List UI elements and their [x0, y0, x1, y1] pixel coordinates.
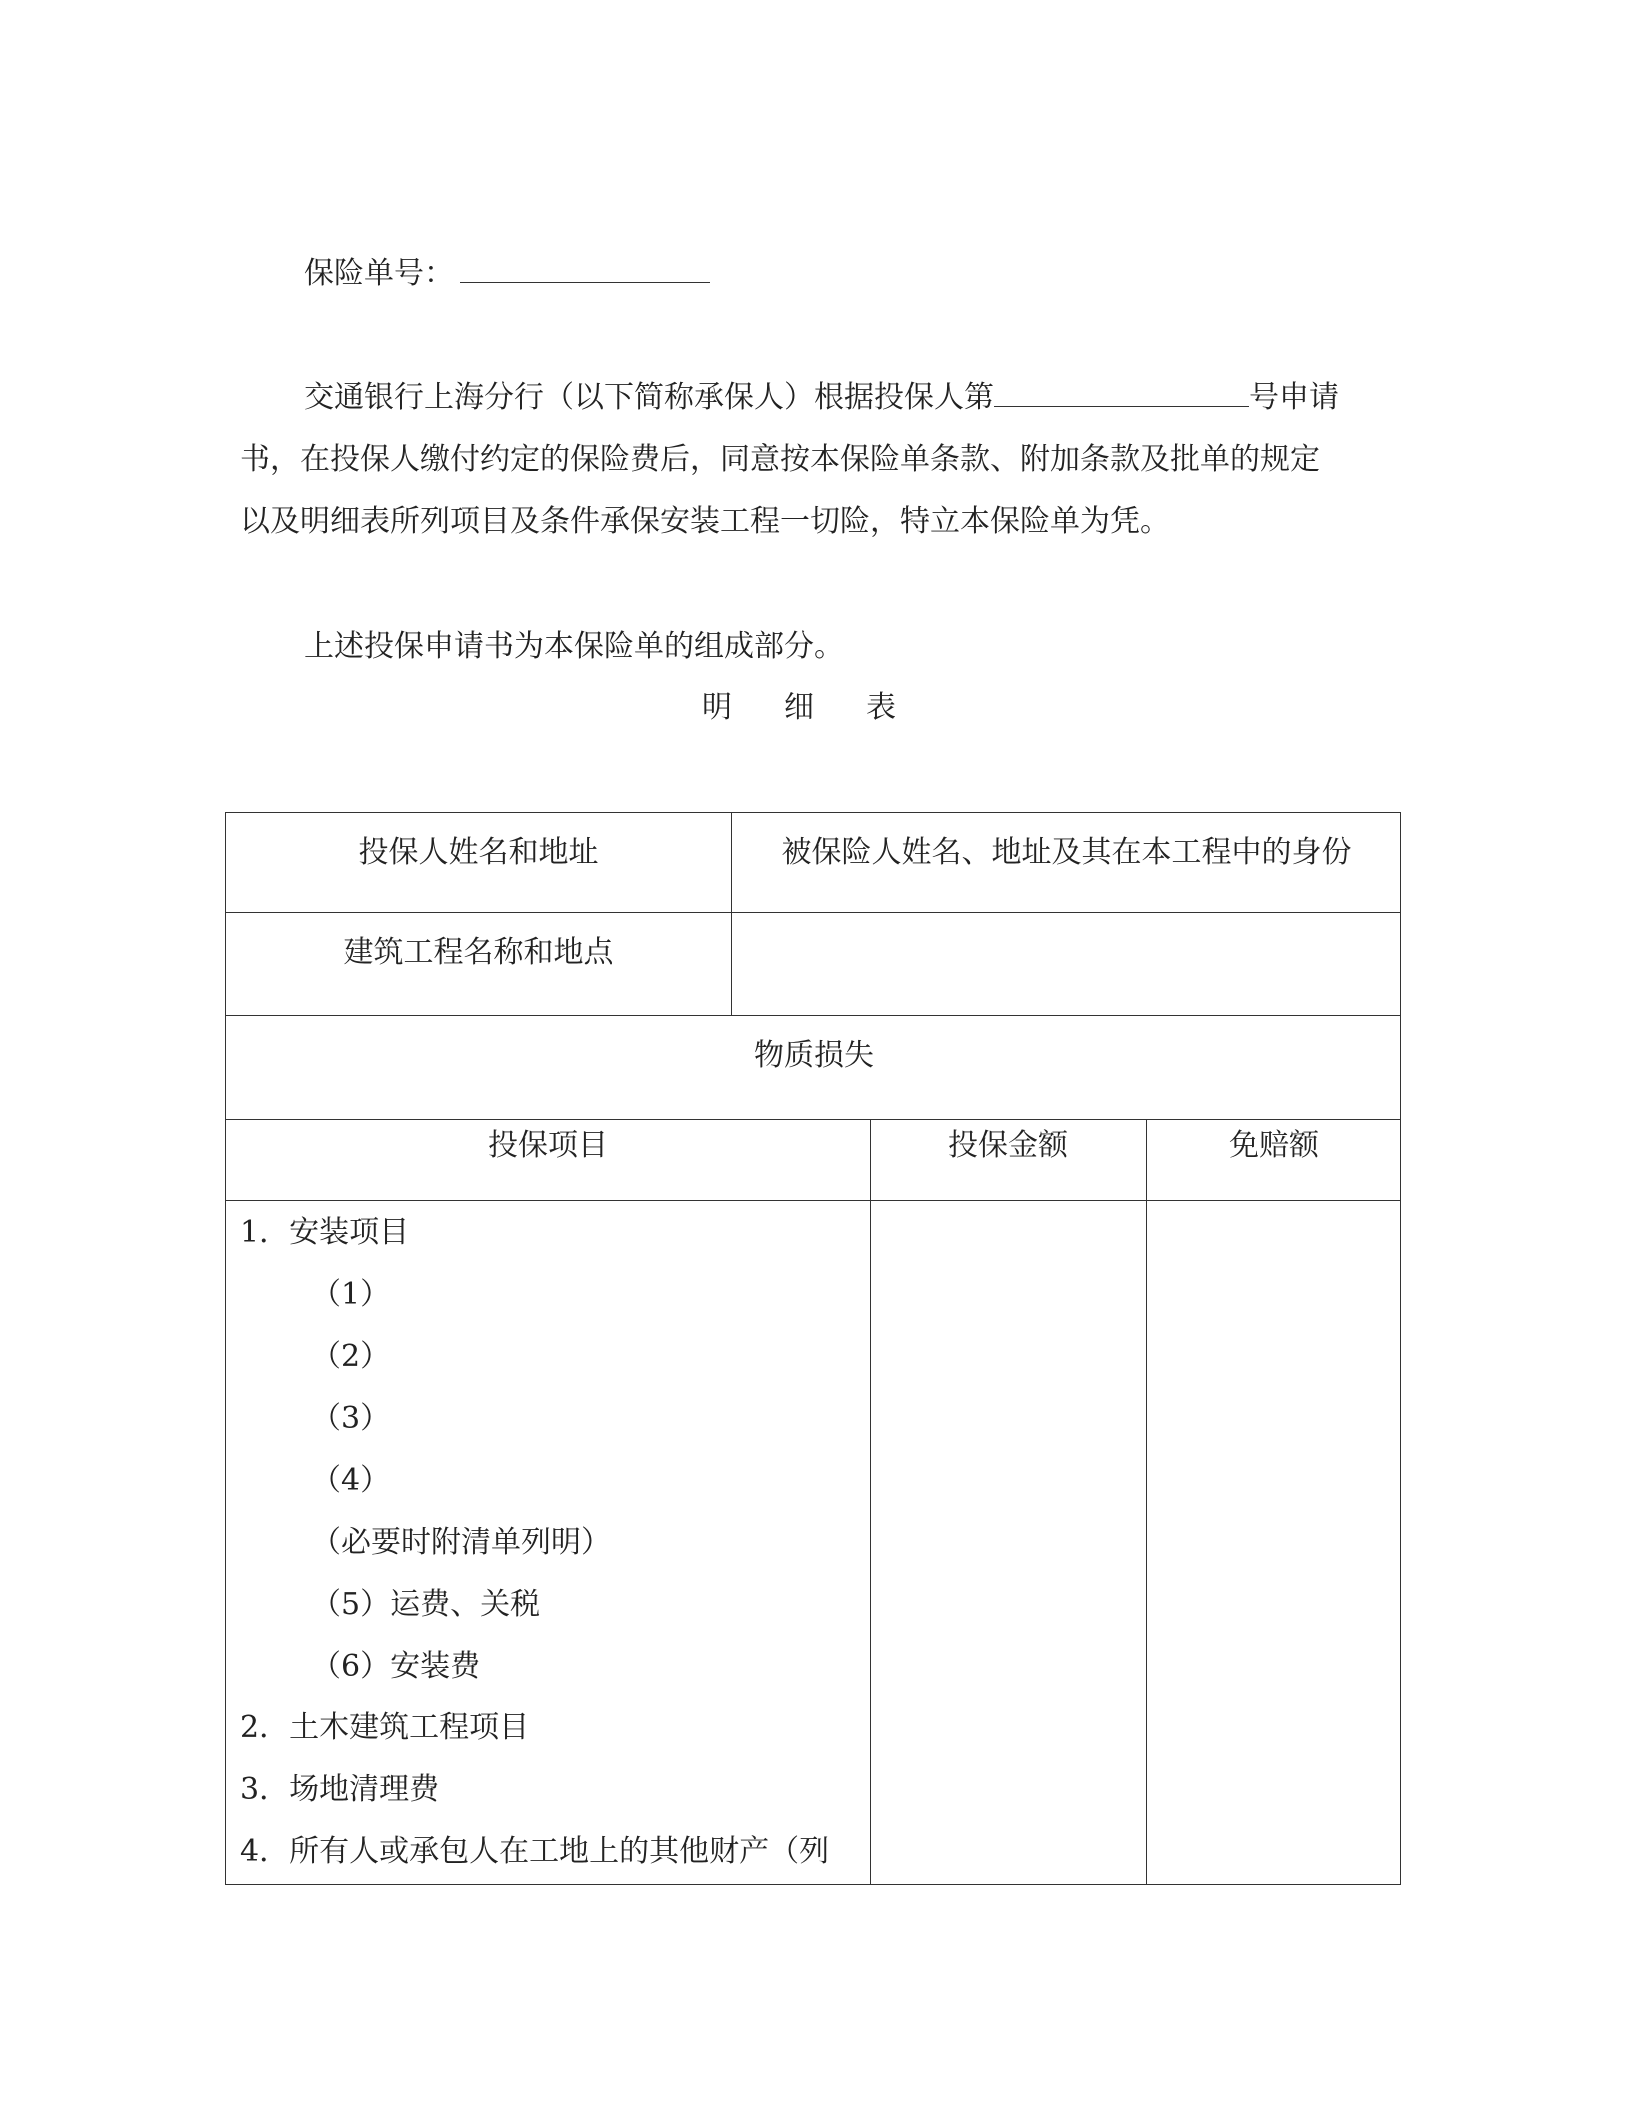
table-title-char: 明 [702, 690, 732, 725]
table-title-char: 细 [784, 690, 814, 725]
project-value-cell[interactable] [731, 938, 1402, 968]
paragraph1-line1 [304, 380, 1339, 415]
table-rule [226, 1119, 1400, 1120]
table-row-item: （6）安装费 [311, 1649, 481, 1684]
table-row-item: 2．土木建筑工程项目 [240, 1710, 530, 1745]
table-title [702, 690, 896, 725]
project-header: 建筑工程名称和地点 [343, 935, 614, 970]
application-number-blank[interactable] [994, 405, 1249, 407]
paragraph1-line2: 书，在投保人缴付约定的保险费后，同意按本保险单条款、附加条款及批单的规定 [240, 442, 1320, 477]
table-row-item: （2） [311, 1339, 391, 1374]
table-row-item: （3） [311, 1401, 391, 1436]
table-row-item: 1．安装项目 [240, 1215, 410, 1250]
col-amount-header: 投保金额 [948, 1128, 1068, 1163]
table-row-item: （4） [311, 1463, 391, 1498]
paragraph1-line1-prefix: 交通银行上海分行（以下简称承保人）根据投保人第 [304, 380, 994, 415]
policy-number-blank[interactable] [460, 281, 710, 283]
table-row-item: （1） [311, 1277, 391, 1312]
table-row-item: 4．所有人或承包人在工地上的其他财产（列 [240, 1834, 830, 1869]
table-row-item: 3．场地清理费 [240, 1772, 440, 1807]
applicant-header: 投保人姓名和地址 [358, 835, 599, 870]
table-title-char: 表 [866, 690, 896, 725]
table-rule [226, 1015, 1400, 1016]
paragraph1-line1-suffix: 号申请 [1249, 380, 1339, 415]
insured-header: 被保险人姓名、地址及其在本工程中的身份 [781, 835, 1352, 870]
col-deductible-header: 免赔额 [1229, 1128, 1319, 1163]
material-loss-header: 物质损失 [754, 1038, 874, 1073]
table-row-item: （必要时附清单列明） [311, 1525, 611, 1560]
table-rule [870, 1119, 871, 1884]
table-rule [226, 912, 1400, 913]
paragraph2: 上述投保申请书为本保险单的组成部分。 [304, 629, 844, 664]
table-row-item: （5）运费、关税 [311, 1587, 541, 1622]
policy-number-label: 保险单号： [304, 256, 454, 291]
policy-number-line [304, 256, 710, 291]
detail-table [225, 812, 1401, 1885]
table-rule [226, 1200, 1400, 1201]
col-item-header: 投保项目 [488, 1128, 608, 1163]
table-rule [1146, 1119, 1147, 1884]
paragraph1-line3: 以及明细表所列项目及条件承保安装工程一切险，特立本保险单为凭。 [240, 504, 1170, 539]
